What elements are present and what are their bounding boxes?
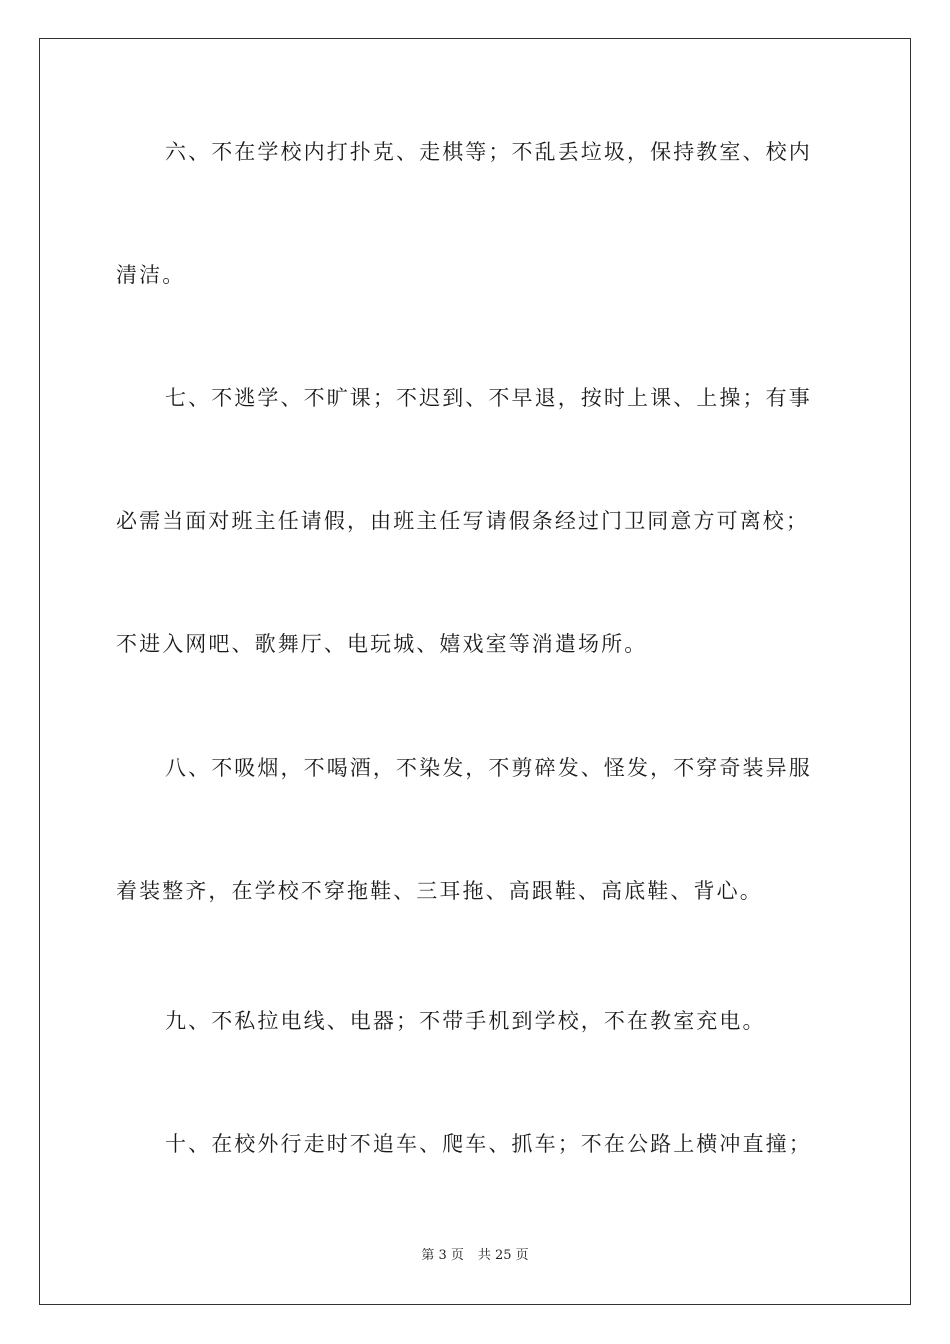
page-footer: [0, 1247, 950, 1265]
page-number: 第 3 页: [421, 1248, 464, 1263]
paragraph-7-line-1: 七、不逃学、不旷课；不迟到、不早退，按时上课、上操；有事: [165, 386, 812, 410]
page-total: 共 25 页: [477, 1248, 529, 1263]
paragraph-8-line-1: 八、不吸烟，不喝酒，不染发，不剪碎发、怪发，不穿奇装异服: [165, 756, 812, 780]
paragraph-8-line-2: 着装整齐，在学校不穿拖鞋、三耳拖、高跟鞋、高底鞋、背心。: [116, 879, 763, 903]
paragraph-6-line-1: 六、不在学校内打扑克、走棋等；不乱丢垃圾，保持教室、校内: [165, 140, 812, 164]
paragraph-7-line-3: 不进入网吧、歌舞厅、电玩城、嬉戏室等消遣场所。: [116, 632, 648, 656]
paragraph-10-line-1: 十、在校外行走时不追车、爬车、抓车；不在公路上横冲直撞；: [165, 1132, 812, 1156]
paragraph-7-line-2: 必需当面对班主任请假，由班主任写请假条经过门卫同意方可离校；: [116, 509, 809, 533]
paragraph-6-line-2: 清洁。: [116, 263, 186, 287]
page-border: [39, 38, 911, 1305]
paragraph-9-line-1: 九、不私拉电线、电器；不带手机到学校，不在教室充电。: [165, 1009, 766, 1033]
